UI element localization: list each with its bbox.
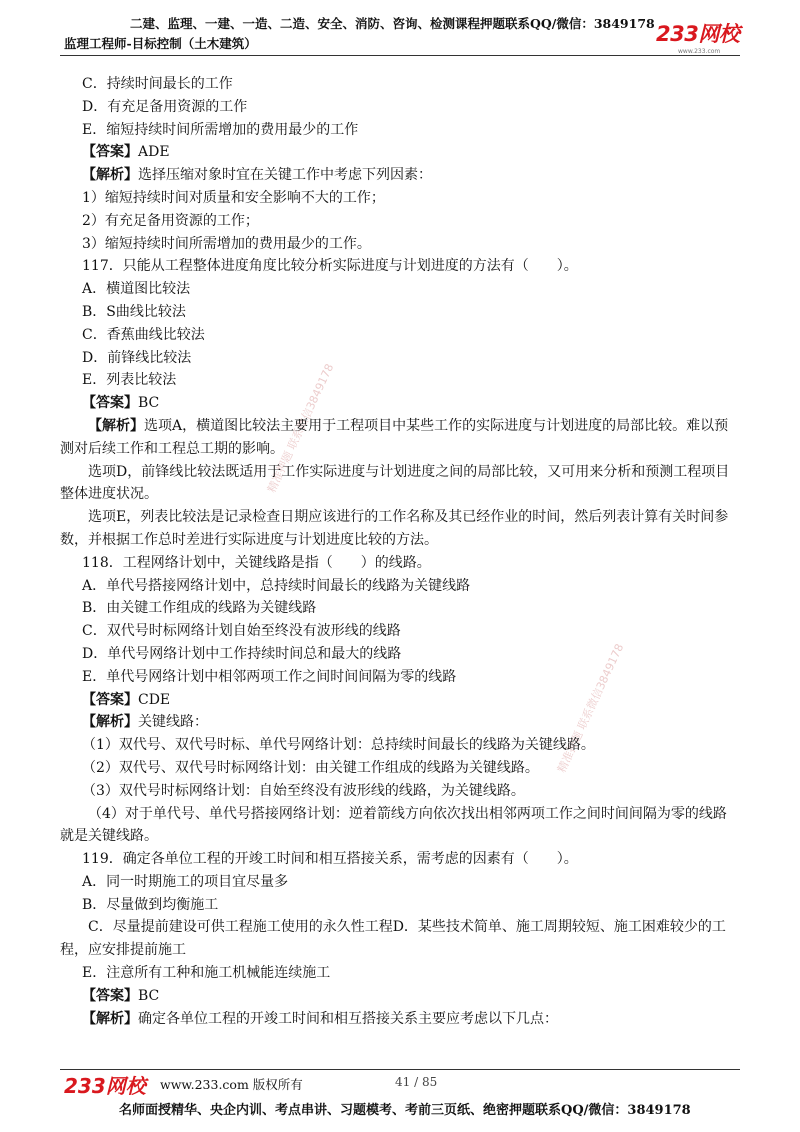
paragraph-text: 117．只能从工程整体进度角度比较分析实际进度与计划进度的方法有（ ）。 xyxy=(82,258,578,275)
paragraph xyxy=(60,301,740,324)
paragraph xyxy=(60,894,740,917)
paragraph xyxy=(60,96,740,119)
paragraph-text: A．单代号搭接网络计划中，总持续时间最长的线路为关键线路 xyxy=(82,577,471,594)
header-divider xyxy=(60,55,740,56)
paragraph-text: 118．工程网络计划中，关键线路是指（ ）的线路。 xyxy=(82,554,431,571)
paragraph xyxy=(60,848,740,871)
paragraph-text: 选项E，列表比较法是记录检查日期应该进行的工作名称及其已经作业的时间，然后列表计算有关时间参数，并根据工作总时差进行实际进度与计划进度比较的方法。 xyxy=(60,509,729,548)
paragraph xyxy=(60,985,740,1008)
paragraph-text: D．前锋线比较法 xyxy=(82,349,192,366)
paragraph-text: BC xyxy=(138,987,160,1004)
paragraph-text: 确定各单位工程的开竣工时间和相互搭接关系主要应考虑以下几点： xyxy=(138,1010,558,1027)
paragraph-label: 【解析】 xyxy=(82,714,138,731)
paragraph-text: C．双代号时标网络计划自始至终没有波形线的线路 xyxy=(82,623,401,640)
page-number: 41 / 85 xyxy=(395,1075,438,1089)
paragraph-text: C．持续时间最长的工作 xyxy=(82,76,233,92)
page-header xyxy=(60,14,740,56)
paragraph xyxy=(60,871,740,894)
paragraph xyxy=(60,711,740,734)
paragraph xyxy=(60,255,740,278)
paragraph xyxy=(60,415,740,461)
paragraph-text: 3）缩短持续时间所需增加的费用最少的工作。 xyxy=(82,235,371,252)
paragraph-text: C．香蕉曲线比较法 xyxy=(82,326,205,343)
brand-logo xyxy=(656,18,740,54)
paragraph xyxy=(60,780,740,803)
paragraph xyxy=(60,620,740,643)
paragraph-text: 选择压缩对象时宜在关键工作中考虑下列因素： xyxy=(138,167,432,184)
paragraph xyxy=(60,210,740,233)
paragraph-text: 选项D，前锋线比较法既适用于工作实际进度与计划进度之间的局部比较，又可用来分析和预测工程项目整体进度状况。 xyxy=(60,463,730,503)
paragraph xyxy=(60,575,740,598)
paragraph-label: 【答案】 xyxy=(82,691,138,708)
paragraph-text: 1）缩短持续时间对质量和安全影响不大的工作； xyxy=(82,189,385,206)
footer-copyright: www.233.com 版权所有 xyxy=(160,1077,303,1092)
paragraph-label: 【解析】 xyxy=(88,417,144,434)
paragraph-text: A．横道图比较法 xyxy=(82,281,191,298)
paragraph xyxy=(60,552,740,575)
paragraph xyxy=(60,187,740,210)
paragraph xyxy=(60,278,740,301)
paragraph xyxy=(60,233,740,256)
paragraph-text: A．同一时期施工的项目宜尽量多 xyxy=(82,873,289,890)
footer-promo: 名师面授精华、央企内训、考点串讲、习题模考、考前三页纸、绝密押题联系QQ/微信：3849178 xyxy=(119,1103,691,1118)
paragraph xyxy=(60,757,740,780)
paragraph-label: 【答案】 xyxy=(82,987,138,1004)
document-title: 监理工程师-目标控制（土木建筑） xyxy=(64,36,257,51)
paragraph xyxy=(60,1008,740,1031)
document-body xyxy=(60,73,740,1030)
paragraph-text: ADE xyxy=(138,144,170,161)
paragraph xyxy=(60,643,740,666)
paragraph xyxy=(60,324,740,347)
paragraph xyxy=(60,734,740,757)
paragraph-text: E．列表比较法 xyxy=(82,372,177,389)
paragraph xyxy=(60,392,740,415)
paragraph xyxy=(60,141,740,164)
paragraph xyxy=(60,461,740,507)
paragraph xyxy=(60,119,740,142)
paragraph xyxy=(60,916,740,962)
paragraph-text: E．缩短持续时间所需增加的费用最少的工作 xyxy=(82,121,359,138)
brand-logo-url: www.233.com xyxy=(678,48,721,55)
paragraph xyxy=(60,164,740,187)
paragraph-label: 【答案】 xyxy=(82,395,138,412)
paragraph xyxy=(60,347,740,370)
paragraph-text: B．尽量做到均衡施工 xyxy=(82,896,219,913)
brand-logo-text: 233网校 xyxy=(656,22,740,46)
paragraph-label: 【答案】 xyxy=(82,144,138,161)
paragraph xyxy=(60,666,740,689)
paragraph xyxy=(60,369,740,392)
paragraph xyxy=(60,962,740,985)
paragraph xyxy=(60,73,740,96)
paragraph-text: 选项A，横道图比较法主要用于工程项目中某些工作的实际进度与计划进度的局部比较。难以预测对后续工作和工程总工期的影响。 xyxy=(60,417,729,457)
paragraph-text: （4）对于单代号、单代号搭接网络计划：逆着箭线方向依次找出相邻两项工作之间时间间隔为零的线路就是关键线路。 xyxy=(60,805,727,845)
paragraph-text: E．注意所有工种和施工机械能连续施工 xyxy=(82,965,331,982)
footer-divider xyxy=(60,1069,740,1070)
paragraph xyxy=(60,689,740,712)
paragraph-label: 【解析】 xyxy=(82,167,138,184)
paragraph-text: D．单代号网络计划中工作持续时间总和最大的线路 xyxy=(82,645,402,662)
paragraph-text: C．尽量提前建设可供工程施工使用的永久性工程D．某些技术简单、施工周期较短、施工困难较少的工程，应安排提前施工 xyxy=(60,919,726,959)
paragraph-text: （3）双代号时标网络计划：自始至终没有波形线的线路，为关键线路。 xyxy=(82,782,525,799)
paragraph-text: （2）双代号、双代号时标网络计划：由关键工作组成的线路为关键线路。 xyxy=(82,759,539,776)
paragraph xyxy=(60,803,740,849)
paragraph-text: 关键线路： xyxy=(138,714,208,731)
paragraph-text: 2）有充足备用资源的工作； xyxy=(82,212,259,229)
paragraph-text: B．S曲线比较法 xyxy=(82,303,186,320)
footer-logo: 233网校 xyxy=(64,1074,146,1098)
paragraph-text: B．由关键工作组成的线路为关键线路 xyxy=(82,600,317,617)
paragraph xyxy=(60,597,740,620)
header-promo: 二建、监理、一建、一造、二造、安全、消防、咨询、检测课程押题联系QQ/微信：3849178 xyxy=(130,16,655,31)
paragraph-label: 【解析】 xyxy=(82,1010,138,1027)
paragraph-text: BC xyxy=(138,395,160,412)
paragraph-text: 119．确定各单位工程的开竣工时间和相互搭接关系，需考虑的因素有（ ）。 xyxy=(82,851,578,868)
paragraph xyxy=(60,506,740,552)
paragraph-text: （1）双代号、双代号时标、单代号网络计划：总持续时间最长的线路为关键线路。 xyxy=(82,737,595,754)
paragraph-text: CDE xyxy=(138,691,171,708)
paragraph-text: E．单代号网络计划中相邻两项工作之间时间间隔为零的线路 xyxy=(82,668,457,685)
watermark: 精准押题 联系微信3849178 xyxy=(555,641,627,775)
watermark: 精准押题 联系微信3849178 xyxy=(265,361,337,495)
paragraph-text: D．有充足备用资源的工作 xyxy=(82,98,248,115)
